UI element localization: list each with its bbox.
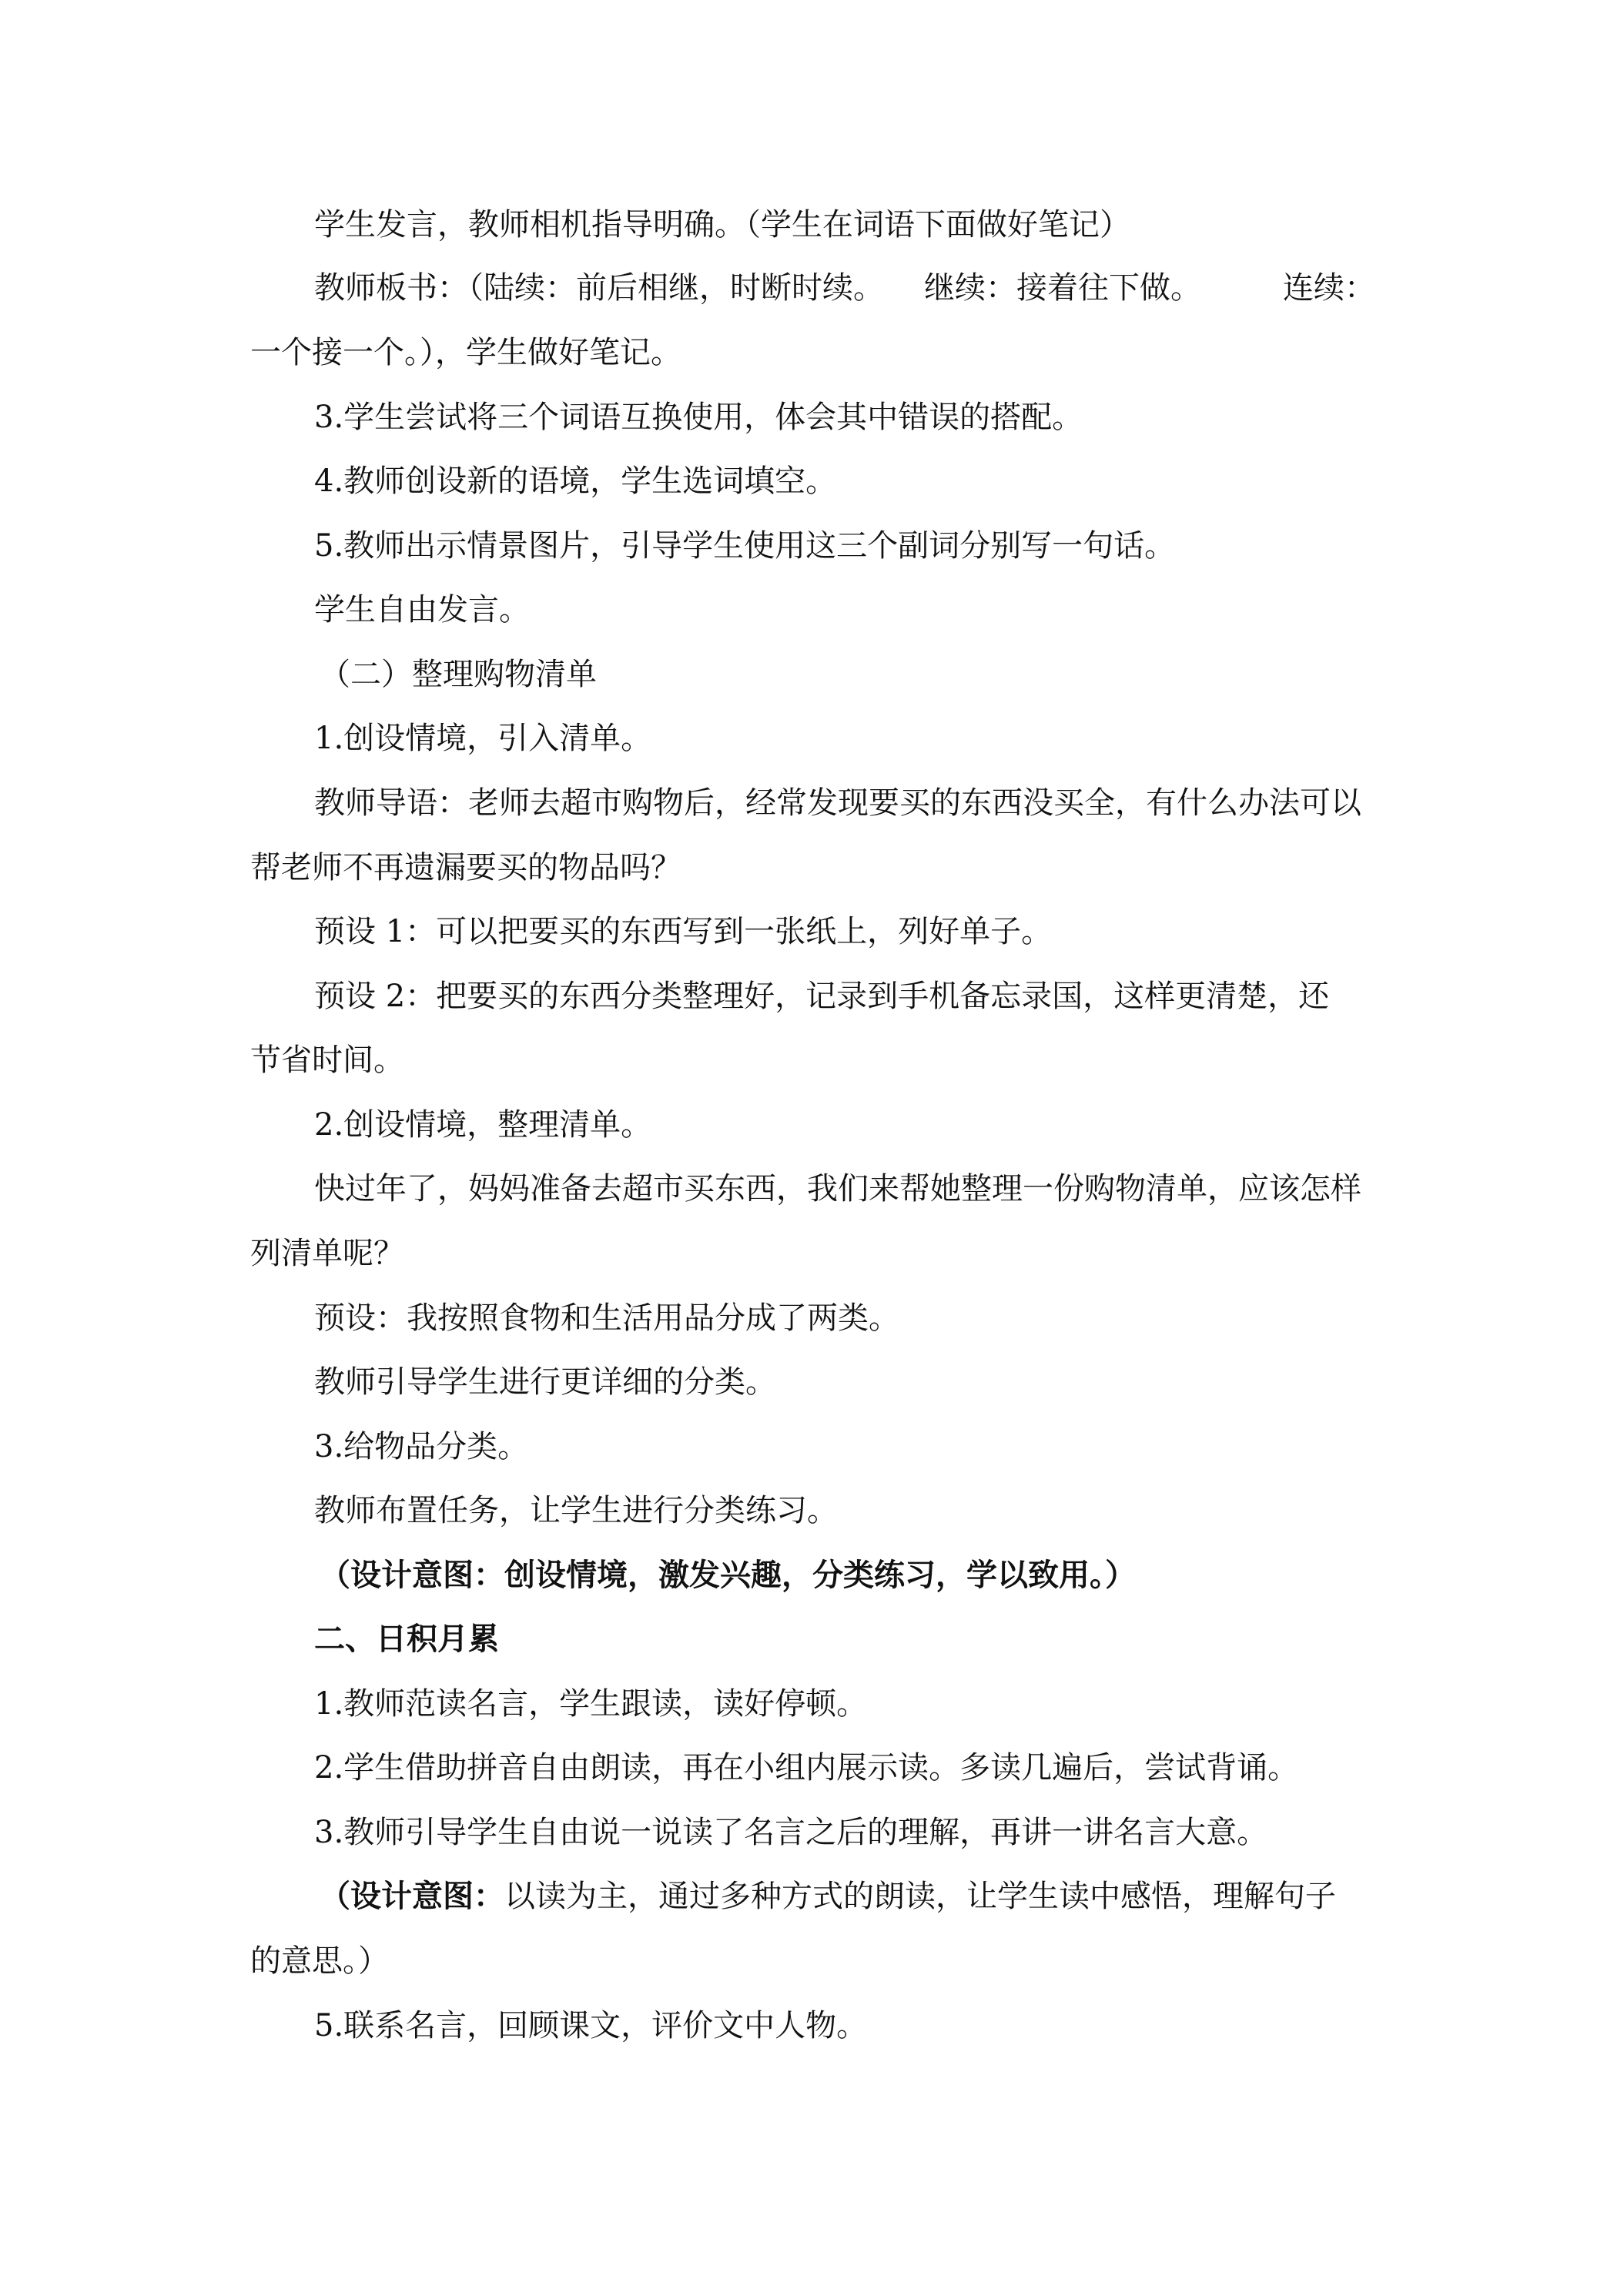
paragraph-line: 学生自由发言。 (314, 592, 530, 628)
paragraph-line: 教师布置任务，让学生进行分类练习。 (314, 1493, 838, 1528)
section-heading: 二、日积月累 (314, 1622, 499, 1657)
board-notes-part-2: 继续：接着往下做。 (924, 270, 1201, 306)
board-notes-part-3: 连续： (1283, 270, 1375, 306)
paragraph-line: 学生发言，教师相机指导明确。（学生在词语下面做好笔记） (314, 207, 1130, 243)
paragraph-line: 帮老师不再遗漏要买的物品吗？ (250, 850, 681, 885)
design-intent-text: 的意思。） (250, 1943, 389, 1979)
paragraph-line: 3.教师引导学生自由说一说读了名言之后的理解，再讲一讲名言大意。 (314, 1815, 1268, 1850)
paragraph-line: 预设：我按照食物和生活用品分成了两类。 (314, 1300, 899, 1336)
paragraph-line: 节省时间。 (250, 1043, 404, 1078)
design-intent-note (320, 1875, 1336, 1918)
paragraph-line: 2.创设情境，整理清单。 (314, 1107, 652, 1143)
paragraph-line: 教师导语：老师去超市购物后，经常发现要买的东西没买全，有什么办法可以 (314, 785, 1361, 821)
paragraph-line: 一个接一个。），学生做好笔记。 (250, 335, 681, 370)
design-intent-text: 以读为主，通过多种方式的朗读，让学生读中感悟，理解句子 (504, 1879, 1336, 1914)
paragraph-line: 3.学生尝试将三个词语互换使用，体会其中错误的搭配。 (314, 400, 1083, 435)
paragraph-line: 3.给物品分类。 (314, 1429, 529, 1464)
paragraph-line: 4.教师创设新的语境，学生选词填空。 (314, 464, 837, 499)
design-intent-note: （设计意图：创设情境，激发兴趣，分类练习，学以致用。） (320, 1558, 1136, 1593)
board-notes-line (314, 266, 1378, 310)
section-subheading: （二）整理购物清单 (320, 657, 597, 692)
paragraph-line: 5.教师出示情景图片，引导学生使用这三个副词分别写一句话。 (314, 528, 1176, 564)
paragraph-line: 列清单呢？ (250, 1236, 404, 1271)
paragraph-line: 1.教师范读名言，学生跟读，读好停顿。 (314, 1686, 868, 1722)
paragraph-line: 预设 1：可以把要买的东西写到一张纸上，列好单子。 (314, 914, 1053, 949)
paragraph-line: 5.联系名言，回顾课文，评价文中人物。 (314, 2008, 868, 2043)
paragraph-line: 快过年了，妈妈准备去超市买东西，我们来帮她整理一份购物清单，应该怎样 (314, 1171, 1361, 1207)
paragraph-line: 1.创设情境，引入清单。 (314, 721, 652, 756)
paragraph-line: 2.学生借助拼音自由朗读，再在小组内展示读。多读几遍后，尝试背诵。 (314, 1750, 1299, 1786)
board-notes-part-1: 教师板书：（陆续：前后相继，时断时续。 (314, 270, 884, 306)
paragraph-line: 预设 2：把要买的东西分类整理好，记录到手机备忘录国，这样更清楚，还 (314, 979, 1330, 1014)
design-intent-label: （设计意图： (320, 1879, 504, 1914)
paragraph-line: 教师引导学生进行更详细的分类。 (314, 1364, 776, 1400)
